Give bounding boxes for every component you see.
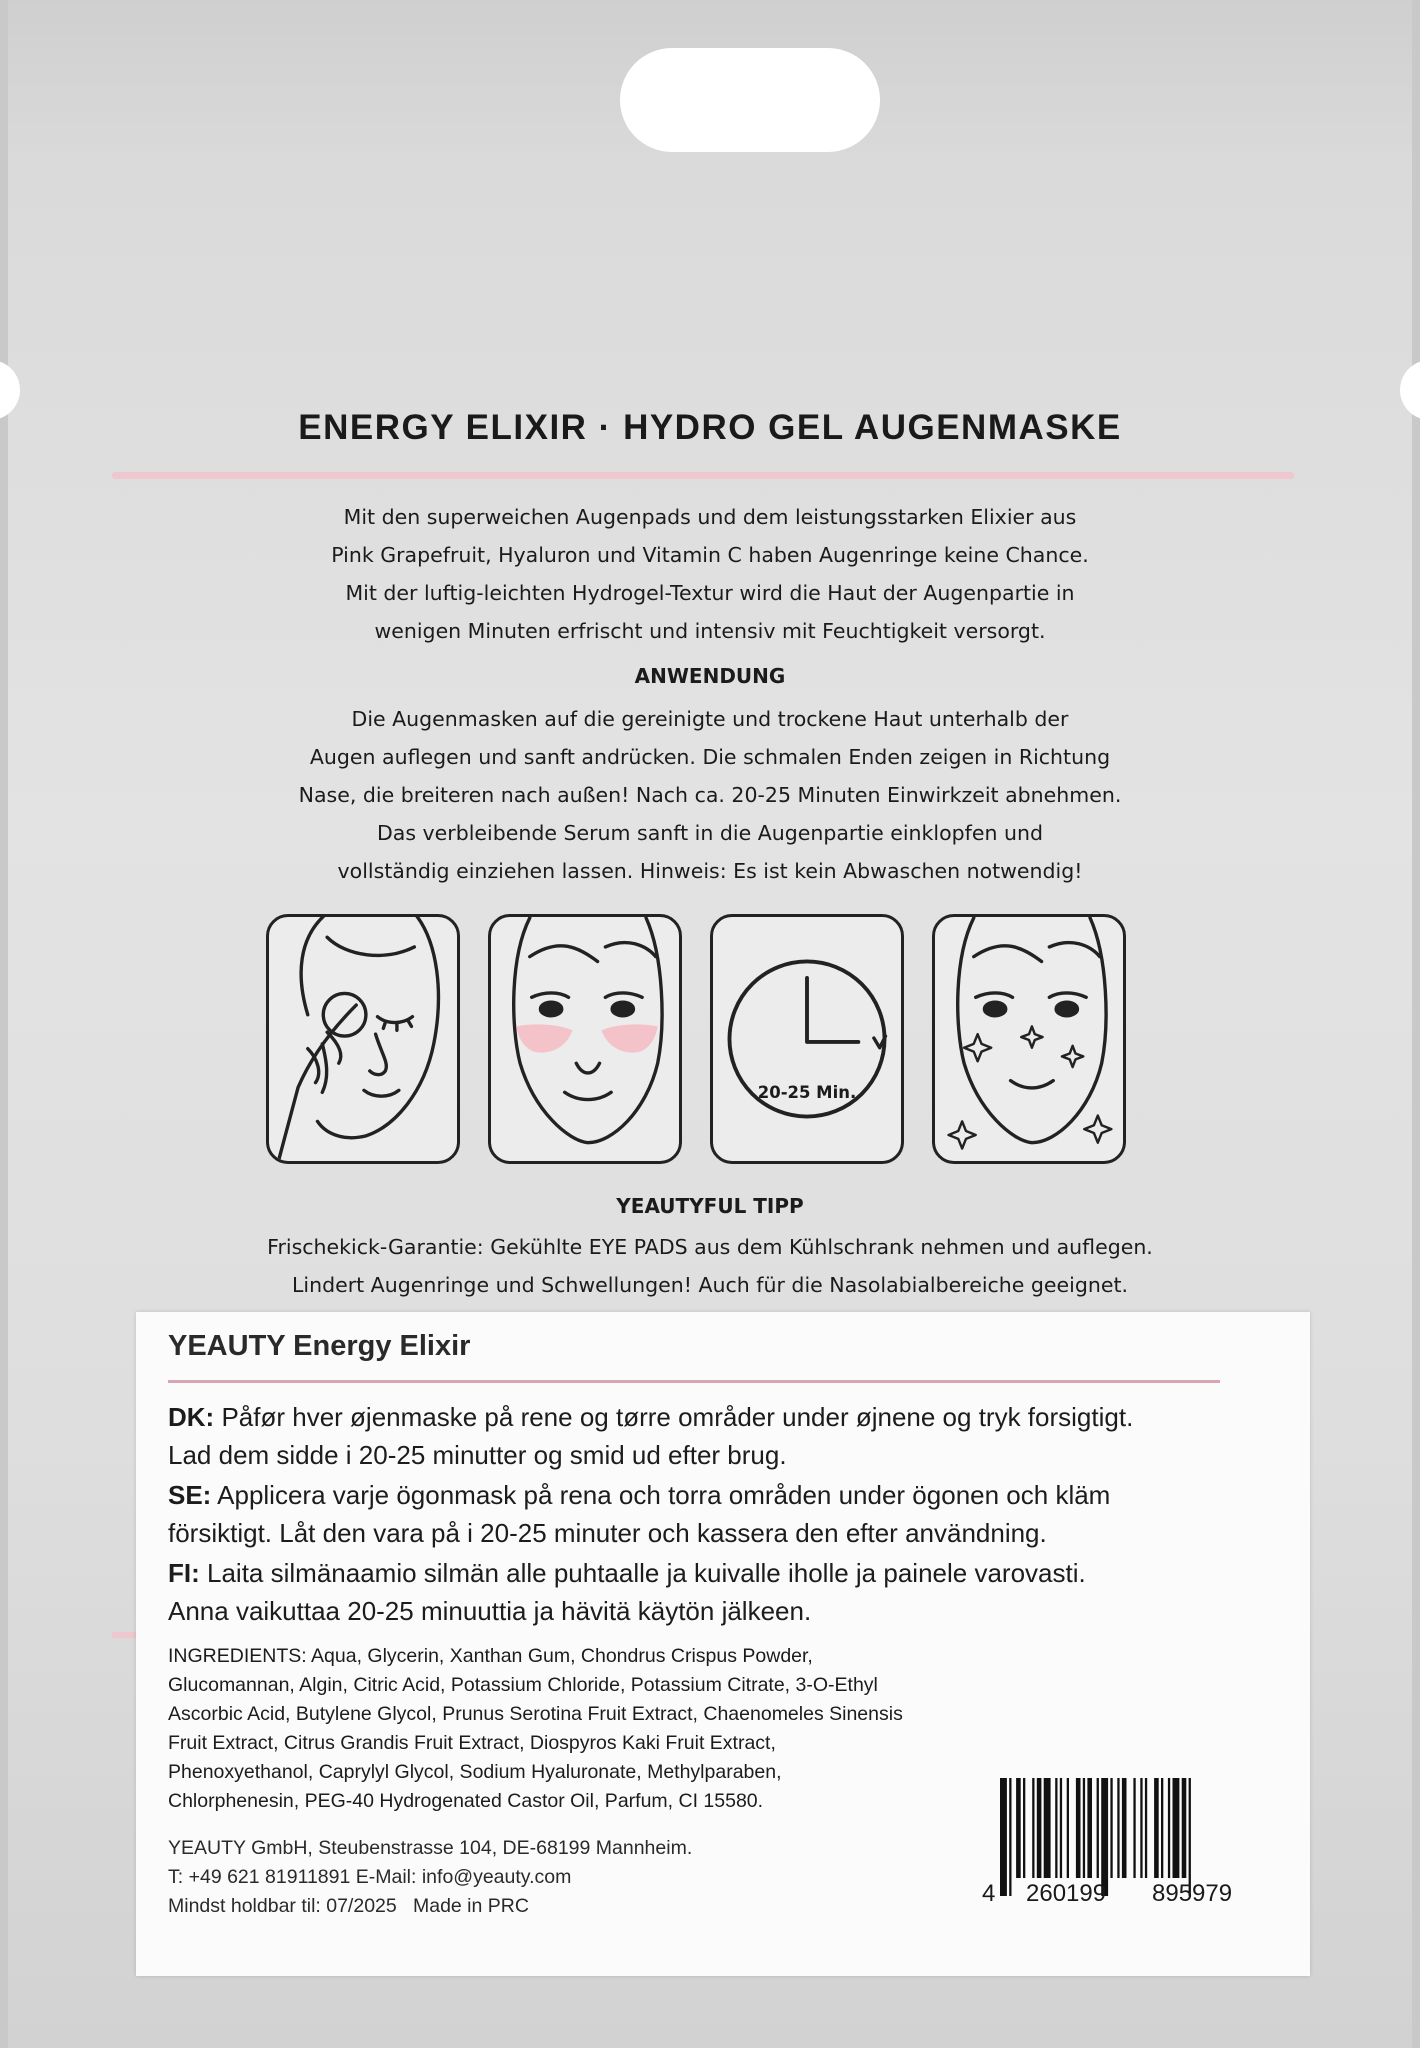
tipp-line: Frischekick-Garantie: Gekühlte EYE PADS aus dem Kühlschrank nehmen und auflegen. <box>267 1235 1153 1259</box>
lang-block-fi <box>168 1554 1288 1630</box>
packet-left-edge <box>0 0 8 2048</box>
barcode-bar <box>1145 1778 1147 1878</box>
barcode-bar <box>1087 1778 1092 1878</box>
product-title: ENERGY ELIXIR · HYDRO GEL AUGENMASKE <box>298 408 1122 447</box>
barcode-bar <box>1117 1778 1119 1878</box>
lang-code: DK: <box>168 1402 215 1432</box>
lang-line: Påfør hver øjenmaske på rene og tørre områder under øjnene og tryk forsigtigt. <box>221 1402 1134 1432</box>
sticker-divider <box>168 1380 1220 1383</box>
lang-line: Applicera varje ögonmask på rena och torra områden under ögonen och kläm <box>217 1480 1111 1510</box>
barcode-prefix: 4 <box>982 1880 996 1907</box>
hang-hole <box>620 48 880 152</box>
barcode-bar <box>1133 1778 1135 1878</box>
barcode-bar <box>1032 1778 1034 1878</box>
usage-line: Augen auflegen und sanft andrücken. Die schmalen Enden zeigen in Richtung <box>309 745 1111 769</box>
barcode-bar <box>1182 1778 1187 1878</box>
sticker-title: YEAUTY Energy Elixir <box>168 1330 471 1362</box>
barcode-bar <box>1009 1778 1011 1896</box>
barcode-bar <box>1122 1778 1127 1878</box>
barcode-bar <box>1101 1778 1108 1896</box>
glowing-face-icon <box>932 914 1126 1164</box>
address-line: Mindst holdbar til: 07/2025 Made in PRC <box>168 1895 529 1917</box>
company-address <box>168 1834 868 1921</box>
lang-line: Anna vaikuttaa 20-25 minuuttia ja hävitä käytön jälkeen. <box>168 1596 812 1626</box>
barcode-bar <box>1044 1778 1051 1878</box>
lang-line: Laita silmänaamio silmän alle puhtaalle ja kuivalle iholle ja painele varovasti. <box>207 1558 1086 1588</box>
barcode-bar <box>1067 1778 1069 1878</box>
nordic-label-sticker <box>136 1312 1310 1976</box>
barcode-bar <box>1055 1778 1057 1878</box>
lang-code: FI: <box>168 1558 200 1588</box>
lang-line: Lad dem sidde i 20-25 minutter og smid ud efter brug. <box>168 1440 787 1470</box>
apply-eye-pads-icon <box>488 914 682 1164</box>
ingredients-line: INGREDIENTS: Aqua, Glycerin, Xanthan Gum, Chondrus Crispus Powder, <box>168 1645 813 1667</box>
intro-line: wenigen Minuten erfrischt und intensiv mit Feuchtigkeit versorgt. <box>374 619 1046 643</box>
barcode-bar <box>1110 1778 1112 1878</box>
ingredients-line: Phenoxyethanol, Caprylyl Glycol, Sodium Hyaluronate, Methylparaben, <box>168 1761 782 1783</box>
lang-block-dk <box>168 1398 1288 1474</box>
barcode-bar <box>1154 1778 1159 1878</box>
ingredients-line: Chlorphenesin, PEG-40 Hydrogenated Castor Oil, Parfum, CI 15580. <box>168 1790 764 1812</box>
pink-accent-bar <box>112 1632 136 1638</box>
usage-text <box>140 700 1280 890</box>
intro-line: Mit der luftig-leichten Hydrogel-Textur wird die Haut der Augenpartie in <box>345 581 1075 605</box>
lang-block-se <box>168 1476 1288 1552</box>
usage-line: vollständig einziehen lassen. Hinweis: Es ist kein Abwaschen notwendig! <box>337 859 1083 883</box>
usage-line: Die Augenmasken auf die gereinigte und trockene Haut unterhalb der <box>351 707 1069 731</box>
barcode-bar <box>1140 1778 1142 1878</box>
timer-clock-icon <box>710 914 904 1164</box>
barcode-group-2: 895979 <box>1152 1880 1233 1907</box>
title-divider <box>112 472 1294 479</box>
barcode-bar <box>1060 1778 1062 1878</box>
barcode-bar <box>1168 1778 1170 1878</box>
barcode-bar <box>1083 1778 1085 1878</box>
intro-text <box>140 498 1280 650</box>
barcode-bar <box>1023 1778 1025 1878</box>
barcode-bar <box>1076 1778 1081 1878</box>
barcode-bar <box>1000 1778 1007 1896</box>
barcode-bar <box>1161 1778 1163 1878</box>
usage-line: Nase, die breiteren nach außen! Nach ca. 20-25 Minuten Einwirkzeit abnehmen. <box>298 783 1122 807</box>
barcode-bar <box>1037 1778 1042 1878</box>
lang-line: försiktigt. Låt den vara på i 20-25 minuter och kassera den efter användning. <box>168 1518 1047 1548</box>
address-line: YEAUTY GmbH, Steubenstrasse 104, DE-68199 Mannheim. <box>168 1837 693 1859</box>
barcode-bar <box>1173 1778 1180 1878</box>
tipp-heading: YEAUTYFUL TIPP <box>616 1194 804 1218</box>
barcode-bar <box>1016 1778 1021 1878</box>
ingredients-list <box>168 1642 1068 1816</box>
packet-right-edge <box>1412 0 1420 2048</box>
cleanse-face-icon <box>266 914 460 1164</box>
usage-steps <box>266 914 1136 1166</box>
tipp-line: Lindert Augenringe und Schwellungen! Auch für die Nasolabialbereiche geeignet. <box>291 1273 1129 1297</box>
intro-line: Mit den superweichen Augenpads und dem leistungsstarken Elixier aus <box>343 505 1077 529</box>
tipp-text <box>140 1228 1280 1304</box>
ingredients-line: Glucomannan, Algin, Citric Acid, Potassium Chloride, Potassium Citrate, 3-O-Ethyl <box>168 1674 878 1696</box>
lang-code: SE: <box>168 1480 212 1510</box>
barcode-bar <box>1189 1778 1191 1896</box>
barcode-group-1: 260199 <box>1026 1880 1107 1907</box>
address-line: T: +49 621 81911891 E-Mail: info@yeauty.com <box>168 1866 572 1888</box>
clock-label: 20-25 Min. <box>757 1083 857 1103</box>
barcode-bar <box>1097 1778 1099 1878</box>
usage-line: Das verbleibende Serum sanft in die Augenpartie einklopfen und <box>377 821 1043 845</box>
usage-heading: ANWENDUNG <box>634 664 786 688</box>
intro-line: Pink Grapefruit, Hyaluron und Vitamin C haben Augenringe keine Chance. <box>331 543 1089 567</box>
barcode-digits <box>982 1880 1282 1910</box>
ingredients-line: Ascorbic Acid, Butylene Glycol, Prunus Serotina Fruit Extract, Chaenomeles Sinensis <box>168 1703 903 1725</box>
ingredients-line: Fruit Extract, Citrus Grandis Fruit Extract, Diospyros Kaki Fruit Extract, <box>168 1732 776 1754</box>
